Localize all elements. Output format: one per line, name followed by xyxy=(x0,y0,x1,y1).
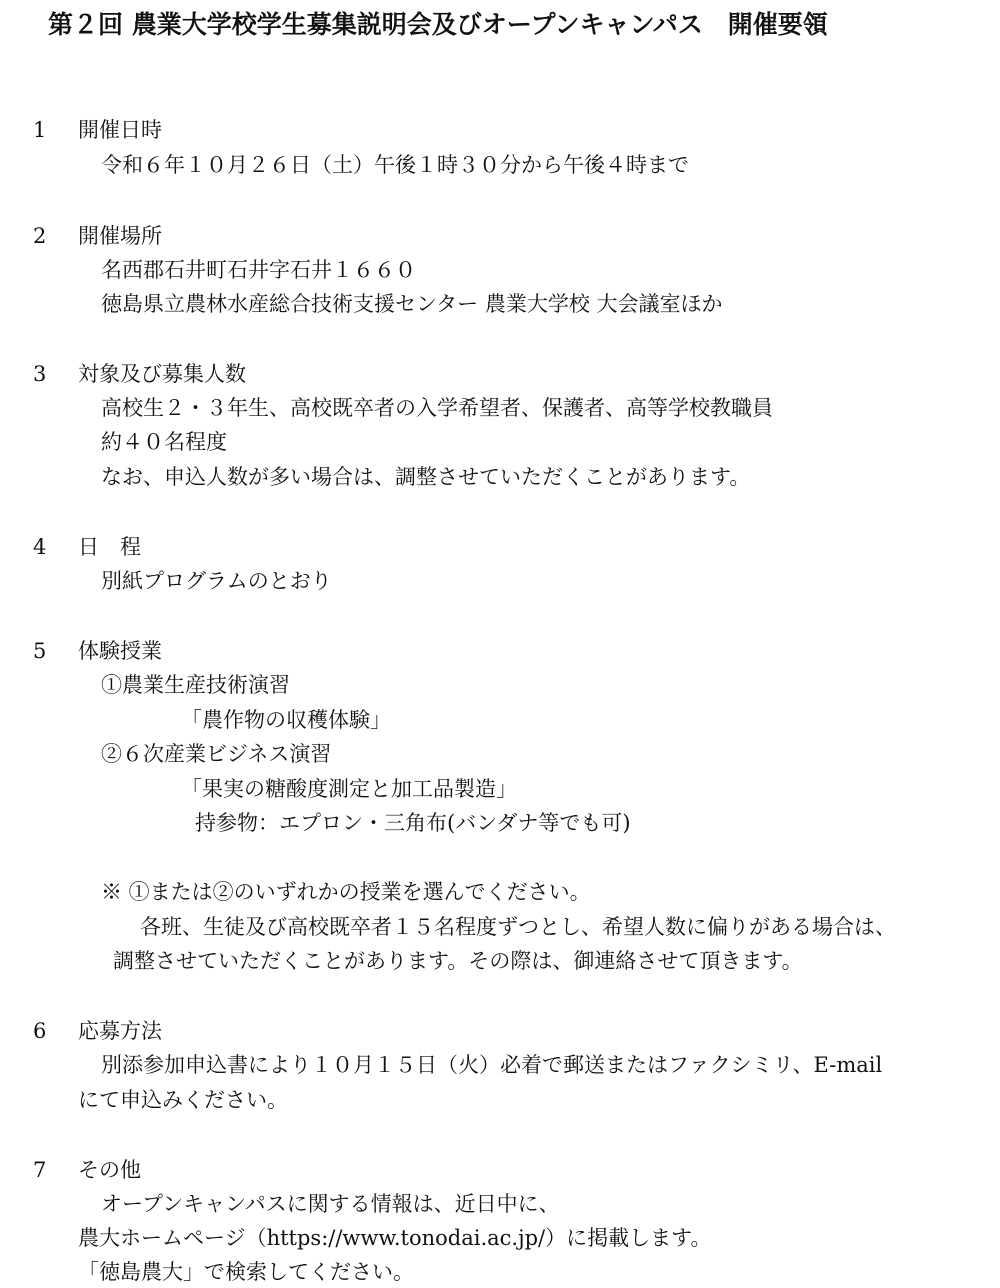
section-6-line-2: にて申込みください。 xyxy=(78,1088,288,1112)
section-3-line-1: 高校生２・３年生、高校既卒者の入学希望者、保護者、高等学校教職員 xyxy=(101,396,773,420)
section-7-line-2: 農大ホームページ（https://www.tonodai.ac.jp/）に掲載します。 xyxy=(78,1226,712,1250)
page-title: 第２回 農業大学校学生募集説明会及びオープンキャンパス 開催要領 xyxy=(48,10,828,39)
section-1-heading: 開催日時 xyxy=(78,118,162,142)
section-7-heading: その他 xyxy=(78,1158,141,1182)
section-5-line-4: 「果実の糖酸度測定と加工品製造」 xyxy=(181,777,517,801)
section-3-heading: 対象及び募集人数 xyxy=(78,362,246,386)
section-7-line-1: オープンキャンパスに関する情報は、近日中に、 xyxy=(101,1192,560,1216)
section-2-number: 2 xyxy=(33,224,47,248)
section-4-heading: 日 程 xyxy=(78,535,141,559)
section-6-heading: 応募方法 xyxy=(78,1019,162,1043)
section-5-note-2: 各班、生徒及び高校既卒者１５名程度ずつとし、希望人数に偏りがある場合は、 xyxy=(140,915,896,939)
section-4-line-1: 別紙プログラムのとおり xyxy=(101,569,332,593)
section-2-line-1: 名西郡石井町石井字石井１６６０ xyxy=(101,258,416,282)
section-6-line-1: 別添参加申込書により１０月１５日（火）必着で郵送またはファクシミリ、E-mail xyxy=(101,1053,883,1077)
section-5-number: 5 xyxy=(33,639,47,663)
section-7-number: 7 xyxy=(33,1158,47,1182)
section-3-number: 3 xyxy=(33,362,47,386)
section-5-note-1: ※ ①または②のいずれかの授業を選んでください。 xyxy=(101,880,591,904)
section-5-heading: 体験授業 xyxy=(78,639,162,663)
section-5-line-3: ②６次産業ビジネス演習 xyxy=(101,742,332,766)
section-5-note-3: 調整させていただくことがあります。その際は、御連絡させて頂きます。 xyxy=(113,949,803,973)
section-5-line-1: ①農業生産技術演習 xyxy=(101,673,290,697)
section-5-line-2: 「農作物の収穫体験」 xyxy=(181,708,391,732)
section-6-number: 6 xyxy=(33,1019,47,1043)
section-4-number: 4 xyxy=(33,535,47,559)
section-1-number: 1 xyxy=(33,118,47,142)
section-3-line-3: なお、申込人数が多い場合は、調整させていただくことがあります。 xyxy=(101,465,751,489)
section-5-line-5: 持参物：エプロン・三角布(バンダナ等でも可) xyxy=(195,811,631,835)
section-2-heading: 開催場所 xyxy=(78,224,162,248)
section-2-line-2: 徳島県立農林水産総合技術支援センター 農業大学校 大会議室ほか xyxy=(101,292,723,316)
section-1-line-1: 令和６年１０月２６日（土）午後１時３０分から午後４時まで xyxy=(101,153,689,177)
section-7-line-3: 「徳島農大」で検索してください。 xyxy=(78,1260,414,1284)
section-3-line-2: 約４０名程度 xyxy=(101,430,227,454)
